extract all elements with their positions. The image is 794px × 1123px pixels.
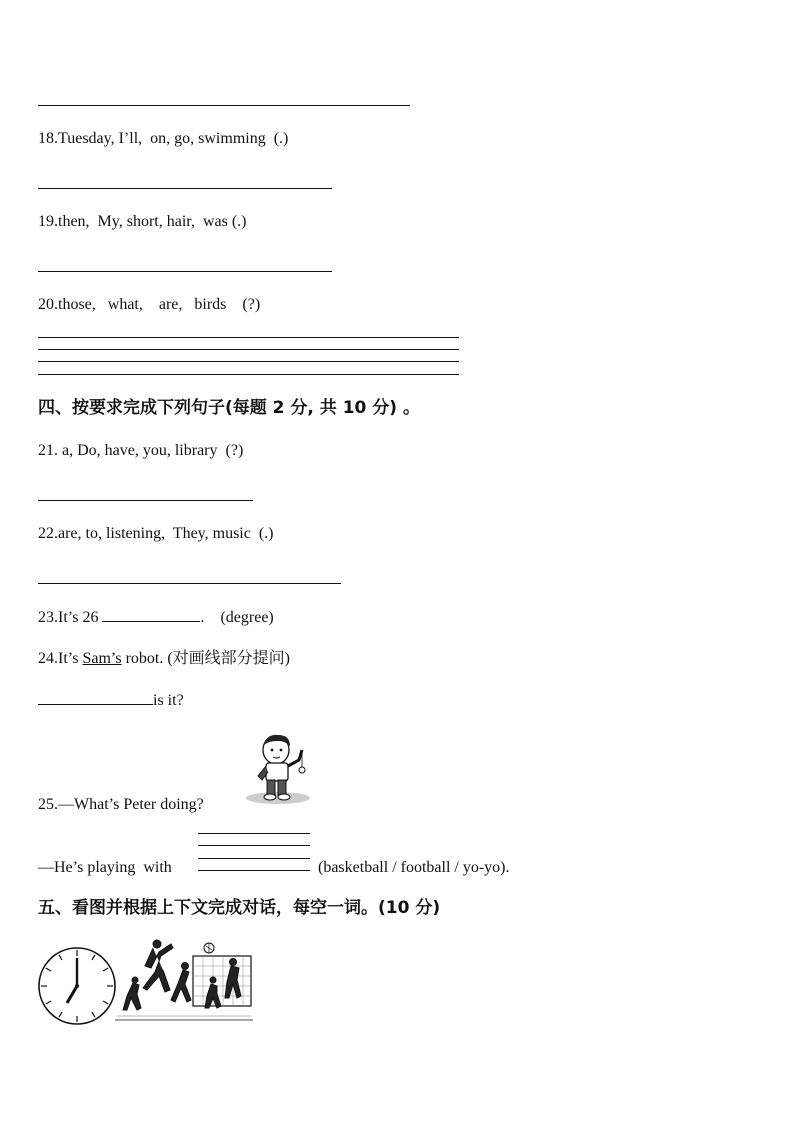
question-21: 21. a, Do, have, you, library (?) [38, 442, 244, 459]
question-18: 18.Tuesday, I’ll, on, go, swimming (.) [38, 130, 289, 147]
section-four-heading: 四、按要求完成下列句子(每题 2 分, 共 10 分) 。 [38, 398, 420, 418]
boy-yoyo-illustration [244, 728, 312, 806]
answer-line-25-c [198, 858, 310, 859]
answer-line-25-a [198, 833, 310, 834]
question-22: 22.are, to, listening, They, music (.) [38, 525, 274, 542]
question-23 [38, 607, 274, 628]
answer-line-25-d [198, 870, 310, 871]
question-20: 20.those, what, are, birds (?) [38, 296, 261, 313]
question-24-prefix: 24.It’s [38, 650, 83, 667]
blank-23 [102, 607, 200, 622]
question-19: 19.then, My, short, hair, was (.) [38, 213, 247, 230]
question-23-suffix: . (degree) [200, 609, 274, 626]
answer-line-17 [38, 105, 410, 106]
answer-line-25-b [198, 845, 310, 846]
answer-line-22 [38, 583, 341, 584]
section-five-heading: 五、看图并根据上下文完成对话，每空一词。(10 分) [38, 898, 441, 918]
answer-line-21 [38, 500, 253, 501]
question-25-answer-prefix: —He’s playing with [38, 859, 172, 876]
football-scene-illustration [115, 936, 253, 1026]
question-24-answer [38, 690, 184, 711]
question-24-answer-suffix: is it? [153, 692, 184, 709]
answer-line-19 [38, 271, 332, 272]
answer-line-20-b [38, 349, 459, 350]
question-24 [38, 649, 290, 669]
blank-24 [38, 690, 153, 705]
question-25-options: (basketball / football / yo-yo). [318, 859, 510, 876]
question-25: 25.—What’s Peter doing? [38, 796, 204, 813]
answer-line-18 [38, 188, 332, 189]
question-23-prefix: 23.It’s 26 [38, 609, 103, 626]
answer-line-20-d [38, 374, 459, 375]
answer-line-20-c [38, 361, 459, 362]
answer-line-20-a [38, 337, 459, 338]
clock-illustration [37, 946, 117, 1026]
question-24-suffix: robot. (对画线部分提问) [121, 650, 291, 667]
underlined-word: Sam’s [82, 650, 122, 667]
